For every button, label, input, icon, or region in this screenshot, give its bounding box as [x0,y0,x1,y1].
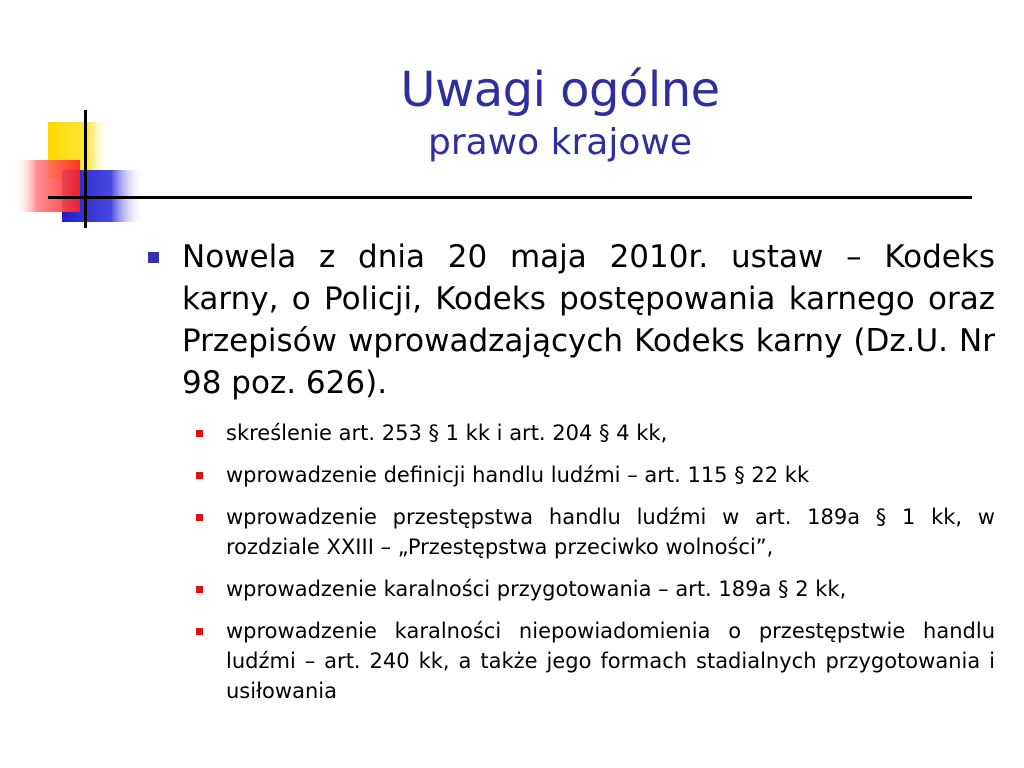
red-square-bullet-icon [196,430,203,437]
vertical-rule [84,110,87,228]
content-area [140,236,995,718]
slide-title: Uwagi ogólne [400,62,720,118]
list-item [188,502,995,562]
red-square-bullet-icon [196,628,203,635]
red-square [14,160,80,212]
red-square-bullet-icon [196,586,203,593]
sub-bullet-list [140,418,995,706]
list-item-text: wprowadzenie definicji handlu ludźmi – art. 115 § 22 kk [226,463,810,487]
slide-subtitle: prawo krajowe [428,122,692,163]
main-bullet-text: Nowela z dnia 20 maja 2010r. ustaw – Kodeks karny, o Policji, Kodeks postępowania karnego oraz Przepisów wprowadzających Kodeks karny (Dz.U. Nr 98 poz. 626). [182,239,995,401]
title-block [340,60,780,166]
list-item-text: wprowadzenie karalności niepowiadomienia o przestępstwie handlu ludźmi – art. 240 kk, a także jego formach stadialnych przygotowania i usiłowania [226,619,995,703]
list-item [188,574,995,604]
list-item-text: wprowadzenie przestępstwa handlu ludźmi w art. 189a § 1 kk, w rozdziale XXIII – „Przestępstwa przeciwko wolności”, [226,505,995,559]
red-square-bullet-icon [196,514,203,521]
main-bullet [140,236,995,404]
square-bullet-icon [148,252,159,263]
list-item [188,460,995,490]
red-square-bullet-icon [196,472,203,479]
title-divider [50,196,972,199]
list-item-text: wprowadzenie karalności przygotowania – art. 189a § 2 kk, [226,577,847,601]
list-item [188,418,995,448]
list-item [188,616,995,706]
decorative-logo [0,0,260,240]
list-item-text: skreślenie art. 253 § 1 kk i art. 204 § 4 kk, [226,421,668,445]
